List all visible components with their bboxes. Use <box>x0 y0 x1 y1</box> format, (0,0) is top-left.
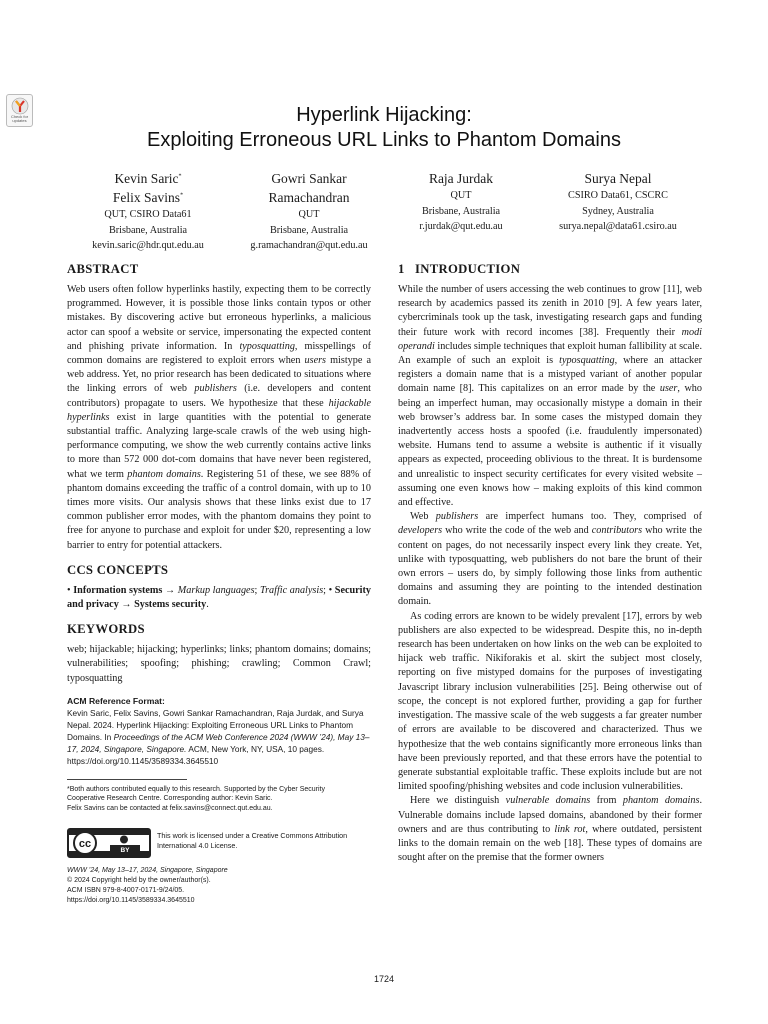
abstract-heading: ABSTRACT <box>67 262 139 276</box>
author-affiliation: QUT, CSIRO Data61 <box>104 209 192 220</box>
ccs-body: • Information systems → Markup languages; Traffic analysis; • Security and privacy → Systems security. <box>67 584 371 611</box>
author-affiliation: CSIRO Data61, CSCRC <box>568 190 668 201</box>
publication-doi[interactable]: https://doi.org/10.1145/3589334.3645510 <box>67 896 195 904</box>
author-location: Sydney, Australia <box>582 205 654 217</box>
keywords-body: web; hijackable; hijacking; hyperlinks; links; phantom domains; domains; vulnerabilities; spoofing; phishing; crawling; Common Crawl; typosquatting <box>67 644 371 684</box>
publication-isbn: ACM ISBN 979-8-4007-0171-9/24/05. <box>67 886 185 894</box>
title-line-1: Hyperlink Hijacking: <box>296 104 472 126</box>
author-location: Brisbane, Australia <box>421 205 501 217</box>
author-email[interactable]: surya.nepal@data61.csiro.au <box>559 221 677 232</box>
svg-text:cc: cc <box>78 837 92 850</box>
author-name: Gowri Sankar <box>271 171 347 186</box>
author-affiliation: QUT <box>298 209 320 220</box>
publication-copyright: © 2024 Copyright held by the owner/author(s). <box>67 876 211 884</box>
acm-reference-body: Kevin Saric, Felix Savins, Gowri Sankar Ramachandran, Raja Jurdak, and Surya Nepal. 2024. Hyperlink Hijacking: Exploiting Erroneous URL Links to Phantom Domains. In Proceedings of the ACM Web Conference 2024 (WWW ’24), May 13–17, 2024, Singapore, Singapore. ACM, New York, NY, USA, 10 pages. https://doi.org/10.1145/3589334.3645510 <box>67 707 370 766</box>
author-block-1 <box>68 169 228 254</box>
author-name: Raja Jurdak <box>428 171 494 186</box>
author-name: Surya Nepal <box>584 171 652 186</box>
author-email[interactable]: kevin.saric@hdr.qut.edu.au <box>92 240 204 251</box>
abstract-body: Web users often follow hyperlinks hastily, expecting them to be correctly programmed. However, it is possible those links contain typos or other mistakes. By discovering active but erroneous hyperlinks, a malicious actor can spoof a website or service, impersonating the expected content and phishing private information. In typosquatting, misspellings of common domains are registered to exploit errors when users mistype a web address. Yet, no prior research has been dedicated to situations where the linking errors of web publishers (i.e. developers and content contributors) propagate to users. We hypothesize that these hijackable hyperlinks exist in large quantities with the potential to generate substantial traffic. Analyzing large-scale crawls of the web using high-performance computing, we show the web currently contains active links to more than 572 000 dot-com domains that have never been registered, what we term phantom domains. Registering 51 of these, we see 88% of phantom domains exceeding the traffic of a control domain, with up to 10 times more visits. Our analysis shows that these links exist due to 17 common publisher error modes, with the phantom domains they point to free for anyone to purchase and exploit for under $20, representing a low barrier to entry for potential attackers. <box>67 284 372 551</box>
author-name: Ramachandran <box>268 190 350 205</box>
left-column <box>67 261 371 906</box>
author-email[interactable]: g.ramachandran@qut.edu.au <box>250 240 368 251</box>
title-line-2: Exploiting Erroneous URL Links to Phantom Domains <box>147 129 621 151</box>
license-text: This work is licensed under a Creative Commons Attribution International 4.0 License. <box>157 830 348 850</box>
author-affiliation: QUT <box>450 190 472 201</box>
footnote-line: Felix Savins can be contacted at felix.savins@connect.qut.edu.au. <box>67 805 273 813</box>
footnote-line: *Both authors contributed equally to this research. Supported by the Cyber Security <box>67 785 325 793</box>
cc-by-icon <box>69 830 149 856</box>
author-location: Brisbane, Australia <box>269 224 349 236</box>
author-block-3 <box>391 169 531 235</box>
intro-paragraph: Web publishers are imperfect humans too. They, comprised of developers who write the code of the web and contributors who write the content on pages, do not necessarily inspect every link they create. Yet, unlike with typosquatting, web publishers do not bare the brunt of their own errors – users do, by simply following those links from authentic domains and assuming they are pointing to the intended destination domain. <box>398 511 702 608</box>
page-number: 1724 <box>373 974 395 984</box>
publication-info <box>67 866 371 906</box>
publication-venue: WWW ’24, May 13–17, 2024, Singapore, Singapore <box>67 866 228 874</box>
author-name: Felix Savins* <box>112 190 184 205</box>
intro-paragraph: While the number of users accessing the web continues to grow [11], web research by academics passed its zenith in 2010 [9]. A few years later, cybercriminals took up the task, investigating research gaps and funding their future work with record incomes [38]. Frequently their modi operandi includes simple techniques that exploit human fallibility at scale. An example of such an exploit is typosquatting, where an attacker registers a domain name that is a mistyped variant of another popular domain name [8]. This capitalizes on an error made by the user, who being an imperfect human, may occasionally mistype a domain in their web browser’s address bar. In some cases the mistyped domain they inadvertently access hosts a spoofed (i.e. fraudulently impersonated) website. Humans tend to assume a website is authentic if it visually appears as expected, proceeding oblivious to the threat. It is burdensome and unrealistic to inspect security certificates for every visited website – assuming one even knows how – making exploits of this kind common and effective. <box>398 284 702 509</box>
creative-commons-logo[interactable] <box>67 828 151 858</box>
svg-text:BY: BY <box>120 846 130 854</box>
introduction-heading: 1 INTRODUCTION <box>398 262 521 276</box>
author-block-2 <box>227 169 391 254</box>
intro-paragraph: As coding errors are known to be widely prevalent [17], errors by web publishers are also expected to be widespread. Despite this, no in-depth research has been undertaken on how links on the web can be exploited to hijack web traffic. Nikiforakis et al. skirt the subject most closely, reporting on five mistyped domains for the purposes of investigating Javascript library inclusion vulnerabilities [25]. Being otherwise out of scope, the concept is not explored further, providing a gap for further investigation. The massive scale of the web suggests a far greater number of errors are available to be discovered and characterized. Thus we hypothesize that the web contains significantly more erroneous links than have been previously reported, and that these errors have the potential to generate substantial exploitable traffic. These exploits include but are not limited spoofing/phishing websites and code inclusion vulnerabilities. <box>398 610 702 793</box>
badge-label: Check for updates <box>10 114 29 123</box>
license-block <box>67 828 371 858</box>
ccs-heading: CCS CONCEPTS <box>67 562 169 577</box>
paper-title <box>0 103 768 153</box>
intro-paragraph: Here we distinguish vulnerable domains from phantom domains. Vulnerable domains include lapsed domains, abandoned by their former owners and are thus contributing to link rot, where outdated, persistent links to the domain remain on the web [18]. These types of domains are sought after on the premise that the former owners <box>398 795 702 864</box>
keywords-heading: KEYWORDS <box>67 622 145 637</box>
author-name: Kevin Saric* <box>114 171 182 186</box>
footnote-line: Cooperative Research Centre. Corresponding author: Kevin Saric. <box>67 795 273 803</box>
author-location: Brisbane, Australia <box>108 224 188 236</box>
author-block-4 <box>530 169 706 235</box>
footnote <box>67 779 325 814</box>
right-column <box>398 261 702 865</box>
acm-reference-heading: ACM Reference Format: <box>67 695 165 706</box>
author-email[interactable]: r.jurdak@qut.edu.au <box>419 221 503 232</box>
